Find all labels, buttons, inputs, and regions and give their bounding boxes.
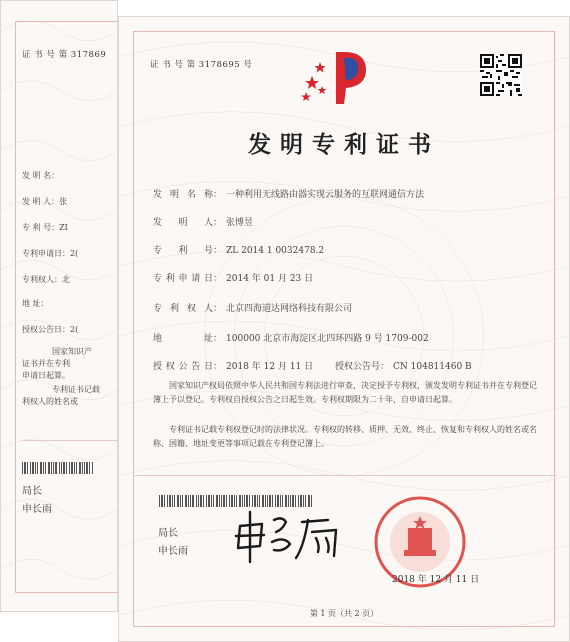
front-separator — [133, 475, 557, 476]
back-field-label: 地 址 — [22, 299, 41, 308]
seal-date: 2018 年 12 月 11 日 — [392, 575, 480, 585]
field-value: ZL 2014 1 0032478.2 — [226, 246, 325, 256]
field-value: CN 104811460 B — [393, 362, 472, 372]
field-label: 专 利 号 — [153, 246, 213, 256]
director-signature — [232, 506, 350, 566]
back-field-label: 授权公告日 — [22, 325, 62, 334]
back-paragraph-line: 国家知识产 — [52, 347, 92, 356]
back-cert-number: 证 书 号 第 317869 — [22, 50, 107, 60]
field-patent-number: 专 利 号： ZL 2014 1 0032478.2 — [153, 243, 324, 256]
back-separator — [22, 440, 118, 441]
qr-code-icon — [480, 54, 522, 96]
field-grant-number: 授权公告号： CN 104811460 B — [335, 362, 472, 372]
back-field-row — [22, 324, 78, 335]
grant-statement-paragraph: 国家知识产权局依照中华人民共和国专利法进行审查，决定授予专利权，颁发发明专利证书并在专利登记簿上予以登记。专利权自授权公告之日起生效。专利权期限为二十年，自申请日起算。 — [153, 381, 537, 404]
field-grant-date: 授权公告日： 2018 年 12 月 11 日 — [153, 359, 313, 372]
patent-office-logo-icon — [300, 48, 382, 106]
back-field-row — [22, 222, 68, 233]
certificate-title: 发明专利证书 — [248, 131, 440, 158]
back-field-value: ：北 — [54, 275, 70, 284]
back-field-value: ：2( — [62, 325, 79, 334]
field-label: 授权公告日 — [153, 362, 213, 372]
field-label: 地 址 — [153, 334, 213, 344]
field-value: 2018 年 12 月 11 日 — [226, 362, 314, 372]
field-label: 专利申请日 — [153, 274, 213, 284]
field-value: 100000 北京市海淀区北四环四路 9 号 1709-002 — [226, 334, 429, 344]
back-paragraph-line: 利权人的姓名或 — [22, 397, 78, 406]
back-field-value: ：2( — [62, 249, 79, 258]
back-field-value: ：张 — [51, 197, 68, 206]
back-field-label: 发 明 名 — [22, 171, 52, 180]
back-field-row — [22, 196, 67, 207]
legal-status-paragraph: 专利证书记载专利权登记时的法律状况。专利权的转移、质押、无效、终止、恢复和专利权人的姓名或名称、国籍、地址变更等事项记载在专利登记簿上。 — [153, 425, 537, 448]
page-footer: 第 1 页（共 2 页） — [309, 609, 379, 618]
field-patentee: 专 利 权 人： 北京四海道达网络科技有限公司 — [153, 301, 352, 314]
back-field-value: ：ZI — [51, 223, 68, 232]
back-paragraph-line: 专利证书记载 — [52, 385, 100, 394]
field-label: 发 明 人 — [153, 218, 213, 228]
field-value: 一种利用无线路由器实现云服务的互联网通信方法 — [226, 190, 425, 200]
back-field-row — [22, 170, 59, 181]
back-paragraph-line: 证书并在专利 — [22, 359, 70, 368]
field-label: 发 明 名 称 — [153, 190, 213, 200]
back-field-label: 专利申请日 — [22, 249, 62, 258]
field-address: 地 址： 100000 北京市海淀区北四环四路 9 号 1709-002 — [153, 331, 429, 344]
back-director-name: 申长雨 — [22, 504, 52, 515]
back-field-label: 专利权人 — [22, 275, 54, 284]
back-barcode — [22, 462, 94, 474]
back-field-row — [22, 298, 49, 309]
back-field-label: 专 利 号 — [22, 223, 52, 232]
back-director-label: 局长 — [22, 486, 42, 497]
back-field-label: 发 明 人 — [22, 197, 52, 206]
back-field-value: ： — [40, 299, 49, 308]
field-value: 2014 年 01 月 23 日 — [226, 274, 314, 284]
field-value: 北京四海道达网络科技有限公司 — [226, 304, 353, 314]
field-inventor: 发 明 人： 张博昱 — [153, 215, 253, 228]
front-director-label: 局长 — [158, 528, 178, 539]
field-value: 张博昱 — [226, 218, 254, 228]
front-director-name: 申长雨 — [158, 546, 188, 557]
field-label: 专 利 权 人 — [153, 304, 213, 314]
back-field-value: ： — [51, 171, 60, 180]
field-invention-title: 发 明 名 称： 一种利用无线路由器实现云服务的互联网通信方法 — [153, 187, 424, 200]
back-field-row — [22, 248, 78, 259]
back-field-row — [22, 274, 70, 285]
back-certificate-sheet — [0, 0, 118, 612]
field-application-date: 专利申请日： 2014 年 01 月 23 日 — [153, 271, 313, 284]
front-cert-number: 证 书 号 第 3178695 号 — [150, 60, 253, 70]
back-paragraph-line: 申请日起算。 — [22, 371, 70, 380]
field-label: 授权公告号 — [335, 362, 381, 372]
